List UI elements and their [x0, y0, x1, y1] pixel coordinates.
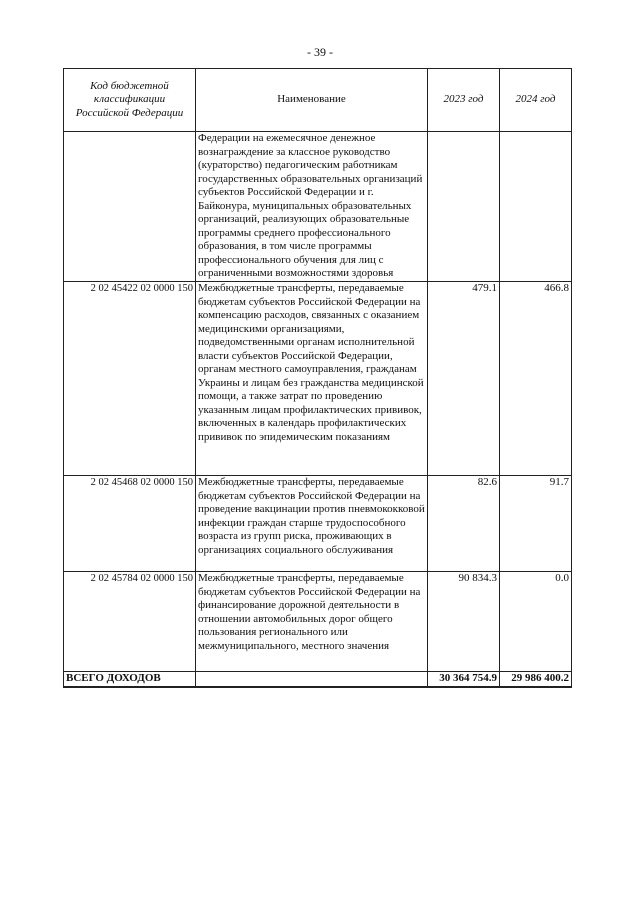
row-code: 2 02 45468 02 0000 150	[64, 476, 196, 572]
row-name: Межбюджетные трансферты, передаваемые бюджетам субъектов Российской Федерации на проведение вакцинации против пневмококковой инфекции граждан старше трудоспособного возраста из групп риска, проживающих в организациях социального обслуживания	[196, 476, 428, 572]
row-value-2024	[500, 132, 572, 282]
row-value-2024: 0.0	[500, 572, 572, 672]
row-value-2023	[428, 132, 500, 282]
row-code	[64, 132, 196, 282]
row-value-2024: 466.8	[500, 282, 572, 476]
row-name: Федерации на ежемесячное денежное вознаграждение за классное руководство (кураторство) педагогическим работникам государственных образовательных организаций субъектов Российской Федерации и г. Байконура, муниципальных образовательных организаций, реализующих образовательные программы среднего профессионального образования, в том числе программы профессионального обучения для лиц с ограниченными возможностями здоровья	[196, 132, 428, 282]
row-name: Межбюджетные трансферты, передаваемые бюджетам субъектов Российской Федерации на финансирование дорожной деятельности в отношении автомобильных дорог общего пользования регионального или межмуниципального, местного значения	[196, 572, 428, 672]
row-value-2023: 479.1	[428, 282, 500, 476]
total-value-2023: 30 364 754.9	[428, 672, 500, 688]
revenue-table	[63, 68, 572, 688]
row-code: 2 02 45784 02 0000 150	[64, 572, 196, 672]
header-name: Наименование	[196, 69, 428, 132]
header-year-2024: 2024 год	[500, 69, 572, 132]
table-row	[64, 572, 572, 672]
page-number: - 39 -	[307, 45, 333, 59]
table-row	[64, 282, 572, 476]
table-row	[64, 476, 572, 572]
table-header-row	[64, 69, 572, 132]
row-value-2024: 91.7	[500, 476, 572, 572]
total-empty-cell	[196, 672, 428, 688]
total-label: ВСЕГО ДОХОДОВ	[64, 672, 196, 688]
total-row	[64, 672, 572, 688]
row-name: Межбюджетные трансферты, передаваемые бюджетам субъектов Российской Федерации на компенсацию расходов, связанных с оказанием медицинскими организациями, подведомственными органам исполнительной власти субъектов Российской Федерации, органам местного самоуправления, гражданам Украины и лицам без гражданства медицинской помощи, а также затрат по проведению указанным лицам профилактических прививок, включенных в календарь профилактических прививок по эпидемическим показаниям	[196, 282, 428, 476]
header-year-2023: 2023 год	[428, 69, 500, 132]
total-value-2024: 29 986 400.2	[500, 672, 572, 688]
row-value-2023: 82.6	[428, 476, 500, 572]
row-code: 2 02 45422 02 0000 150	[64, 282, 196, 476]
row-value-2023: 90 834.3	[428, 572, 500, 672]
table-row	[64, 132, 572, 282]
header-code: Код бюджетной классификации Российской Федерации	[64, 69, 196, 132]
